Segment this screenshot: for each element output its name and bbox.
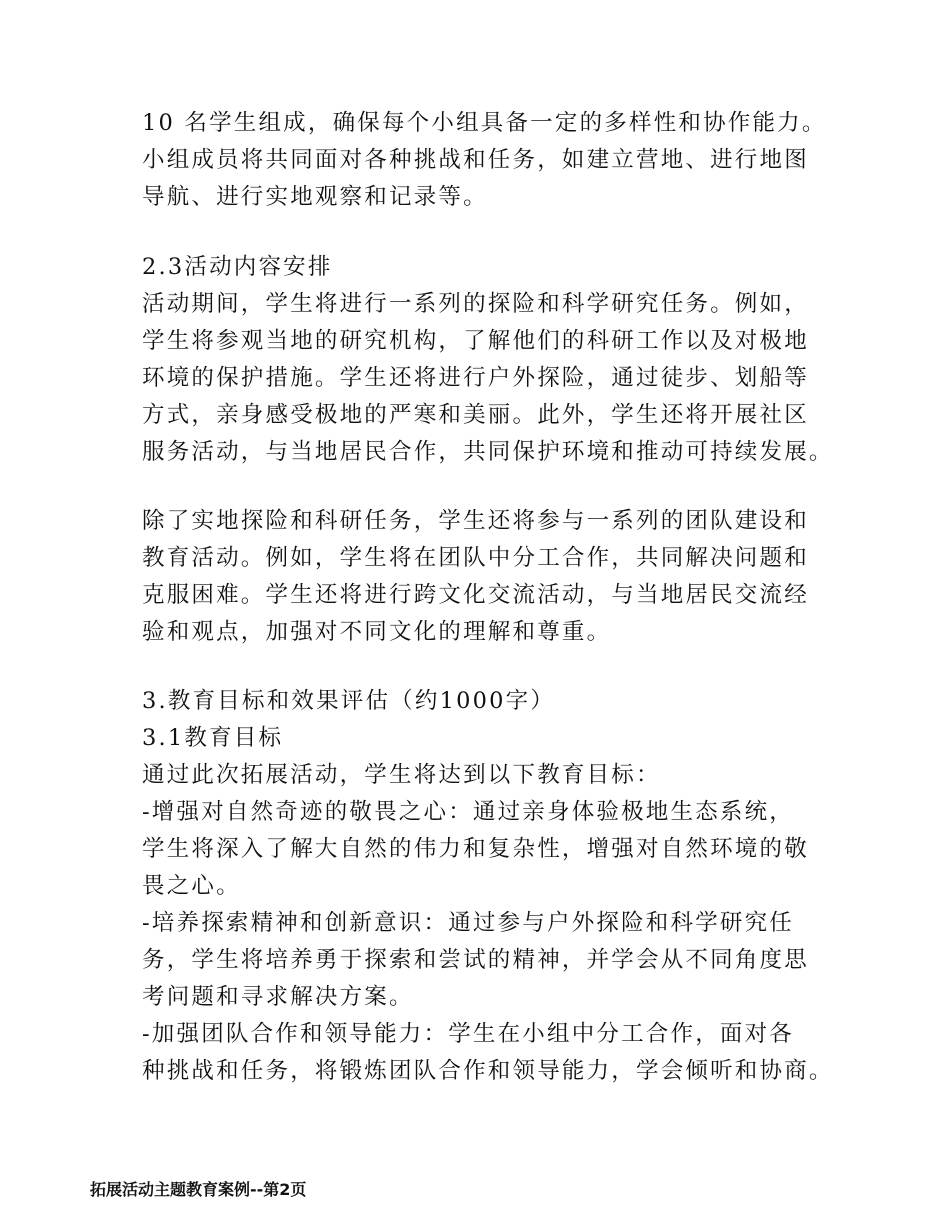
body-text-line: 通过此次拓展活动，学生将达到以下教育目标：: [142, 762, 661, 788]
list-item-line: -加强团队合作和领导能力：学生在小组中分工合作，面对各: [142, 1021, 795, 1047]
list-item-line: -培养探索精神和创新意识：通过参与户外探险和科学研究任: [142, 910, 795, 936]
section-heading: 3.教育目标和效果评估（约1000字）: [142, 688, 556, 714]
list-item-line: 畏之心。: [142, 873, 241, 899]
body-text-line: 10 名学生组成，确保每个小组具备一定的多样性和协作能力。: [142, 110, 827, 136]
body-text-line: 方式，亲身感受极地的严寒和美丽。此外，学生还将开展社区: [142, 402, 809, 428]
body-text-line: 教育活动。例如，学生将在团队中分工合作，共同解决问题和: [142, 545, 809, 571]
body-text-line: 服务活动，与当地居民合作，共同保护环境和推动可持续发展。: [142, 439, 834, 465]
page-footer: 拓展活动主题教育案例--第2页: [90, 1180, 307, 1199]
body-text-line: 环境的保护措施。学生还将进行户外探险，通过徒步、划船等: [142, 365, 809, 391]
body-text-line: 克服困难。学生还将进行跨文化交流活动，与当地居民交流经: [142, 582, 809, 608]
body-text-line: 除了实地探险和科研任务，学生还将参与一系列的团队建设和: [142, 508, 809, 534]
subsection-heading: 3.1教育目标: [142, 725, 284, 751]
body-text-line: 学生将参观当地的研究机构，了解他们的科研工作以及对极地: [142, 328, 809, 354]
body-text-line: 活动期间，学生将进行一系列的探险和科学研究任务。例如，: [142, 291, 809, 317]
body-text-line: 验和观点，加强对不同文化的理解和尊重。: [142, 619, 612, 645]
list-item-line: -增强对自然奇迹的敬畏之心：通过亲身体验极地生态系统，: [142, 799, 795, 825]
list-item-line: 学生将深入了解大自然的伟力和复杂性，增强对自然环境的敬: [142, 836, 809, 862]
list-item-line: 种挑战和任务，将锻炼团队合作和领导能力，学会倾听和协商。: [142, 1058, 834, 1084]
list-item-line: 考问题和寻求解决方案。: [142, 984, 414, 1010]
section-heading: 2.3活动内容安排: [142, 254, 333, 280]
body-text-line: 导航、进行实地观察和记录等。: [142, 184, 488, 210]
body-text-line: 小组成员将共同面对各种挑战和任务，如建立营地、进行地图: [142, 147, 809, 173]
list-item-line: 务，学生将培养勇于探索和尝试的精神，并学会从不同角度思: [142, 947, 809, 973]
